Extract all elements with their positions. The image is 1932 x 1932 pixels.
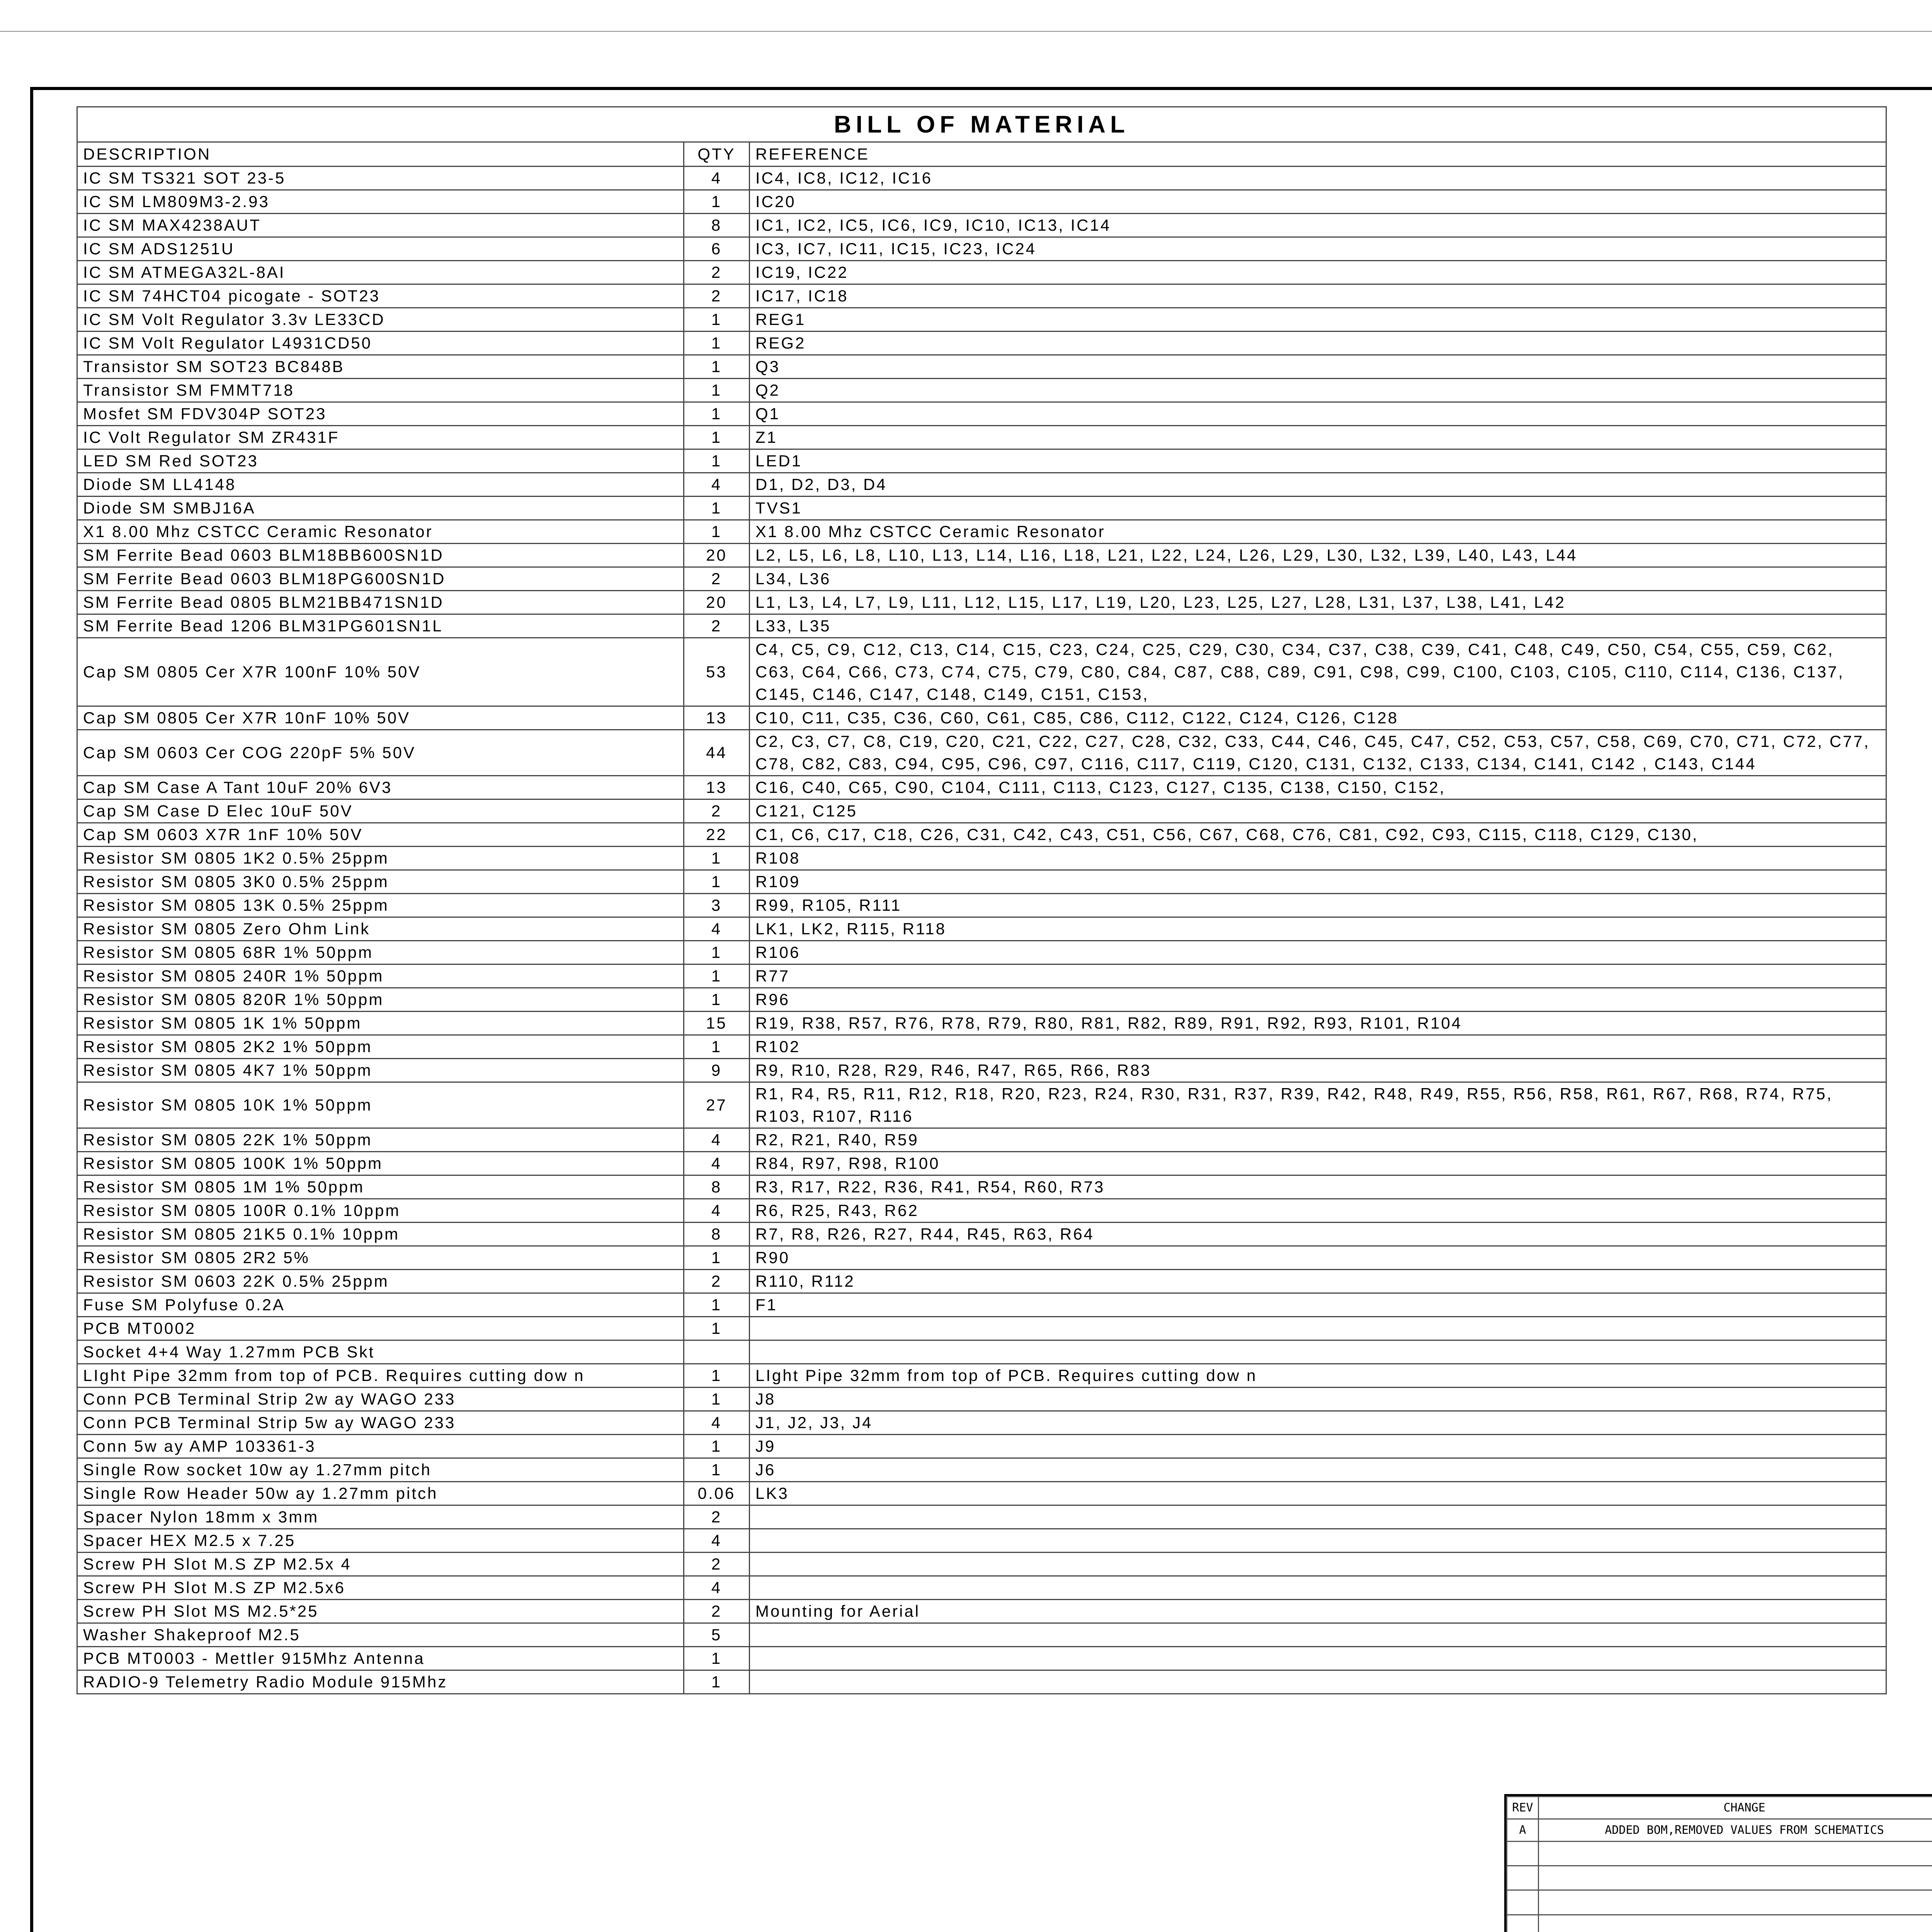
bom-row [77,1482,1886,1505]
description-cell: IC Volt Regulator SM ZR431F [77,426,684,449]
description-cell: X1 8.00 Mhz CSTCC Ceramic Resonator [77,520,684,544]
bom-row [77,941,1886,964]
qty-cell: 1 [684,988,750,1012]
reference-cell: J8 [750,1388,1886,1411]
qty-cell: 1 [684,847,750,870]
bom-row [77,1175,1886,1199]
reference-cell: D1, D2, D3, D4 [750,473,1886,497]
bom-row [77,1270,1886,1293]
reference-cell: LK1, LK2, R115, R118 [750,917,1886,941]
revision-cell-empty [1507,1915,1539,1932]
reference-cell: R108 [750,847,1886,870]
revision-cell-empty [1539,1842,1932,1866]
description-cell: SM Ferrite Bead 0603 BLM18BB600SN1D [77,544,684,567]
reference-cell: R2, R21, R40, R59 [750,1128,1886,1152]
reference-cell: X1 8.00 Mhz CSTCC Ceramic Resonator [750,520,1886,544]
reference-cell: IC4, IC8, IC12, IC16 [750,167,1886,190]
bom-row [77,1035,1886,1059]
reference-cell: TVS1 [750,497,1886,520]
bom-row [77,1223,1886,1246]
bom-row [77,1529,1886,1553]
bom-row [77,1246,1886,1270]
qty-cell: 1 [684,1647,750,1670]
revision-cell-empty [1507,1866,1539,1890]
revision-row-empty [1507,1866,1932,1890]
description-cell: LIght Pipe 32mm from top of PCB. Requires cutting dow n [77,1364,684,1388]
reference-cell: J1, J2, J3, J4 [750,1411,1886,1435]
description-cell: IC SM TS321 SOT 23-5 [77,167,684,190]
reference-cell [750,1317,1886,1340]
column-header-reference: REFERENCE [750,142,1886,167]
qty-cell: 6 [684,237,750,261]
bom-row [77,1600,1886,1623]
qty-cell: 2 [684,799,750,823]
reference-cell [750,1340,1886,1364]
bom-row [77,237,1886,261]
bom-row [77,706,1886,730]
description-cell: Conn PCB Terminal Strip 5w ay WAGO 233 [77,1411,684,1435]
bom-row [77,426,1886,449]
bom-row [77,449,1886,473]
description-cell: Screw PH Slot M.S ZP M2.5x6 [77,1576,684,1600]
revision-block [1504,1794,1932,1932]
reference-cell [750,1576,1886,1600]
qty-cell: 1 [684,1293,750,1317]
reference-cell [750,1529,1886,1553]
bom-row [77,614,1886,638]
description-cell: Cap SM 0805 Cer X7R 10nF 10% 50V [77,706,684,730]
bom-row [77,894,1886,917]
qty-cell: 1 [684,332,750,355]
bom-row [77,1128,1886,1152]
bom-row [77,1364,1886,1388]
bom-row [77,379,1886,402]
bom-row [77,1647,1886,1670]
description-cell: Resistor SM 0805 13K 0.5% 25ppm [77,894,684,917]
reference-cell: Z1 [750,426,1886,449]
description-cell: LED SM Red SOT23 [77,449,684,473]
reference-cell: L34, L36 [750,567,1886,591]
description-cell: Spacer Nylon 18mm x 3mm [77,1505,684,1529]
description-cell: Cap SM 0603 Cer COG 220pF 5% 50V [77,730,684,776]
qty-cell: 1 [684,1388,750,1411]
reference-cell: R96 [750,988,1886,1012]
bom-row [77,1411,1886,1435]
bom-row [77,776,1886,799]
reference-cell [750,1505,1886,1529]
bom-row [77,1152,1886,1175]
qty-cell: 1 [684,1035,750,1059]
reference-cell: R109 [750,870,1886,894]
qty-cell: 1 [684,870,750,894]
qty-cell: 53 [684,638,750,706]
description-cell: IC SM LM809M3-2.93 [77,190,684,214]
qty-cell: 3 [684,894,750,917]
reference-cell: F1 [750,1293,1886,1317]
bom-row [77,1059,1886,1082]
bom-row [77,167,1886,190]
bom-row [77,1199,1886,1223]
qty-cell: 2 [684,614,750,638]
qty-cell: 13 [684,706,750,730]
reference-cell: C4, C5, C9, C12, C13, C14, C15, C23, C24, C25, C29, C30, C34, C37, C38, C39, C41, C48, C49, C50, C54, C55, C59, C62, C63, C64, C66, C73, C74, C75, C79, C80, C84, C87, C88, C89, C91, C98, C99, C100, C103, C105, C110, C114, C136, C137, C145, C146, C147, C148, C149, C151, C153, [750,638,1886,706]
revision-cell-empty [1539,1915,1932,1932]
bom-row [77,544,1886,567]
reference-cell: C16, C40, C65, C90, C104, C111, C113, C123, C127, C135, C138, C150, C152, [750,776,1886,799]
bom-row [77,332,1886,355]
bom-row [77,1435,1886,1458]
revision-row [1507,1819,1932,1842]
qty-cell: 1 [684,426,750,449]
bom-row [77,1553,1886,1576]
qty-cell: 1 [684,402,750,426]
reference-cell: R110, R112 [750,1270,1886,1293]
page-top-rule [0,31,1932,32]
bom-row [77,1012,1886,1035]
description-cell: IC SM ADS1251U [77,237,684,261]
description-cell: IC SM MAX4238AUT [77,214,684,237]
description-cell: Resistor SM 0805 2K2 1% 50ppm [77,1035,684,1059]
qty-cell: 4 [684,1576,750,1600]
reference-cell: L1, L3, L4, L7, L9, L11, L12, L15, L17, L19, L20, L23, L25, L27, L28, L31, L37, L38, L41, L42 [750,591,1886,614]
description-cell: Cap SM 0805 Cer X7R 100nF 10% 50V [77,638,684,706]
qty-cell: 4 [684,1411,750,1435]
description-cell: RADIO-9 Telemetry Radio Module 915Mhz [77,1670,684,1694]
reference-cell: R9, R10, R28, R29, R46, R47, R65, R66, R83 [750,1059,1886,1082]
description-cell: Resistor SM 0805 2R2 5% [77,1246,684,1270]
description-cell: Resistor SM 0805 820R 1% 50ppm [77,988,684,1012]
qty-cell: 2 [684,284,750,308]
reference-cell: LIght Pipe 32mm from top of PCB. Requires cutting dow n [750,1364,1886,1388]
qty-cell: 1 [684,497,750,520]
qty-cell: 2 [684,261,750,284]
qty-cell: 2 [684,1505,750,1529]
description-cell: Resistor SM 0805 1K 1% 50ppm [77,1012,684,1035]
revision-cell-empty [1507,1842,1539,1866]
bom-row [77,1388,1886,1411]
qty-cell: 4 [684,473,750,497]
bom-row [77,870,1886,894]
reference-cell [750,1670,1886,1694]
description-cell: IC SM ATMEGA32L-8AI [77,261,684,284]
qty-cell: 1 [684,190,750,214]
bom-row [77,638,1886,706]
bom-row [77,730,1886,776]
qty-cell: 1 [684,1317,750,1340]
bom-row [77,284,1886,308]
bom-row [77,355,1886,379]
description-cell: Resistor SM 0805 4K7 1% 50ppm [77,1059,684,1082]
description-cell: Conn PCB Terminal Strip 2w ay WAGO 233 [77,1388,684,1411]
reference-cell: R99, R105, R111 [750,894,1886,917]
qty-cell: 1 [684,1670,750,1694]
bom-row [77,964,1886,988]
revision-cell-empty [1539,1890,1932,1915]
bom-row [77,473,1886,497]
qty-cell: 8 [684,214,750,237]
reference-cell [750,1647,1886,1670]
description-cell: Fuse SM Polyfuse 0.2A [77,1293,684,1317]
reference-cell: R84, R97, R98, R100 [750,1152,1886,1175]
description-cell: Socket 4+4 Way 1.27mm PCB Skt [77,1340,684,1364]
bom-row [77,261,1886,284]
reference-cell [750,1623,1886,1647]
qty-cell: 1 [684,941,750,964]
bill-of-material-table [77,106,1887,1694]
description-cell: Diode SM LL4148 [77,473,684,497]
bom-row [77,497,1886,520]
reference-cell: IC17, IC18 [750,284,1886,308]
qty-cell: 1 [684,1364,750,1388]
qty-cell: 22 [684,823,750,847]
description-cell: Resistor SM 0805 22K 1% 50ppm [77,1128,684,1152]
reference-cell: R7, R8, R26, R27, R44, R45, R63, R64 [750,1223,1886,1246]
bom-row [77,1340,1886,1364]
description-cell: Conn 5w ay AMP 103361-3 [77,1435,684,1458]
description-cell: Resistor SM 0805 1M 1% 50ppm [77,1175,684,1199]
qty-cell: 9 [684,1059,750,1082]
qty-cell: 44 [684,730,750,776]
revision-letter: A [1507,1819,1539,1842]
reference-cell [750,1553,1886,1576]
qty-cell: 1 [684,520,750,544]
reference-cell: R106 [750,941,1886,964]
bom-row [77,190,1886,214]
description-cell: PCB MT0003 - Mettler 915Mhz Antenna [77,1647,684,1670]
reference-cell: Q1 [750,402,1886,426]
reference-cell: IC19, IC22 [750,261,1886,284]
description-cell: IC SM 74HCT04 picogate - SOT23 [77,284,684,308]
bom-row [77,1670,1886,1694]
description-cell: Resistor SM 0805 10K 1% 50ppm [77,1082,684,1128]
qty-cell: 1 [684,308,750,332]
bom-row [77,1623,1886,1647]
description-cell: Resistor SM 0805 68R 1% 50ppm [77,941,684,964]
reference-cell: R3, R17, R22, R36, R41, R54, R60, R73 [750,1175,1886,1199]
reference-cell: REG1 [750,308,1886,332]
description-cell: Resistor SM 0603 22K 0.5% 25ppm [77,1270,684,1293]
description-cell: IC SM Volt Regulator 3.3v LE33CD [77,308,684,332]
reference-cell: J9 [750,1435,1886,1458]
reference-cell: C121, C125 [750,799,1886,823]
reference-cell: C1, C6, C17, C18, C26, C31, C42, C43, C51, C56, C67, C68, C76, C81, C92, C93, C115, C118, C129, C130, [750,823,1886,847]
description-cell: Screw PH Slot M.S ZP M2.5x 4 [77,1553,684,1576]
bom-row [77,917,1886,941]
qty-cell: 4 [684,917,750,941]
description-cell: Resistor SM 0805 3K0 0.5% 25ppm [77,870,684,894]
qty-cell: 13 [684,776,750,799]
reference-cell: Q2 [750,379,1886,402]
bom-row [77,847,1886,870]
change-header: CHANGE [1539,1797,1932,1819]
bom-row [77,1082,1886,1128]
qty-cell: 4 [684,1128,750,1152]
description-cell: SM Ferrite Bead 1206 BLM31PG601SN1L [77,614,684,638]
bom-row [77,591,1886,614]
column-header-description: DESCRIPTION [77,142,684,167]
reference-cell: C2, C3, C7, C8, C19, C20, C21, C22, C27, C28, C32, C33, C44, C46, C45, C47, C52, C53, C57, C58, C69, C70, C71, C72, C77, C78, C82, C83, C94, C95, C96, C97, C116, C117, C119, C120, C131, C132, C133, C134, C141, C142 , C143, C144 [750,730,1886,776]
bom-row [77,823,1886,847]
description-cell: Cap SM 0603 X7R 1nF 10% 50V [77,823,684,847]
qty-cell: 8 [684,1175,750,1199]
description-cell: Transistor SM FMMT718 [77,379,684,402]
reference-cell: L2, L5, L6, L8, L10, L13, L14, L16, L18, L21, L22, L24, L26, L29, L30, L32, L39, L40, L43, L44 [750,544,1886,567]
revision-row-empty [1507,1890,1932,1915]
bom-row [77,799,1886,823]
bom-row [77,1458,1886,1482]
revision-change: ADDED BOM,REMOVED VALUES FROM SCHEMATICS [1539,1819,1932,1842]
description-cell: Resistor SM 0805 100K 1% 50ppm [77,1152,684,1175]
reference-cell: IC3, IC7, IC11, IC15, IC23, IC24 [750,237,1886,261]
qty-cell: 1 [684,1435,750,1458]
qty-cell: 2 [684,1553,750,1576]
qty-cell: 1 [684,964,750,988]
revision-cell-empty [1539,1866,1932,1890]
reference-cell: R77 [750,964,1886,988]
description-cell: PCB MT0002 [77,1317,684,1340]
qty-cell: 8 [684,1223,750,1246]
bom-row [77,1505,1886,1529]
description-cell: Resistor SM 0805 240R 1% 50ppm [77,964,684,988]
reference-cell: R102 [750,1035,1886,1059]
qty-cell: 1 [684,355,750,379]
reference-cell: R19, R38, R57, R76, R78, R79, R80, R81, R82, R89, R91, R92, R93, R101, R104 [750,1012,1886,1035]
bom-row [77,308,1886,332]
bom-row [77,214,1886,237]
description-cell: SM Ferrite Bead 0603 BLM18PG600SN1D [77,567,684,591]
description-cell: Single Row Header 50w ay 1.27mm pitch [77,1482,684,1505]
reference-cell: LED1 [750,449,1886,473]
qty-cell: 1 [684,1458,750,1482]
bom-row [77,1293,1886,1317]
qty-cell [684,1340,750,1364]
description-cell: Resistor SM 0805 21K5 0.1% 10ppm [77,1223,684,1246]
bom-row [77,402,1886,426]
bom-rows [77,167,1886,1694]
qty-cell: 4 [684,1199,750,1223]
bom-row [77,988,1886,1012]
qty-cell: 4 [684,1529,750,1553]
reference-cell: R6, R25, R43, R62 [750,1199,1886,1223]
description-cell: SM Ferrite Bead 0805 BLM21BB471SN1D [77,591,684,614]
qty-cell: 27 [684,1082,750,1128]
description-cell: Diode SM SMBJ16A [77,497,684,520]
qty-cell: 1 [684,379,750,402]
qty-cell: 5 [684,1623,750,1647]
bom-title: BILL OF MATERIAL [77,107,1886,142]
reference-cell: IC20 [750,190,1886,214]
bom-row [77,1576,1886,1600]
description-cell: Resistor SM 0805 Zero Ohm Link [77,917,684,941]
description-cell: Washer Shakeproof M2.5 [77,1623,684,1647]
qty-cell: 0.06 [684,1482,750,1505]
reference-cell: LK3 [750,1482,1886,1505]
reference-cell: R90 [750,1246,1886,1270]
reference-cell: J6 [750,1458,1886,1482]
reference-cell: Mounting for Aerial [750,1600,1886,1623]
reference-cell: C10, C11, C35, C36, C60, C61, C85, C86, C112, C122, C124, C126, C128 [750,706,1886,730]
description-cell: Resistor SM 0805 100R 0.1% 10ppm [77,1199,684,1223]
qty-cell: 2 [684,1600,750,1623]
rev-header: REV [1507,1797,1539,1819]
qty-cell: 20 [684,544,750,567]
description-cell: Resistor SM 0805 1K2 0.5% 25ppm [77,847,684,870]
bom-row [77,1317,1886,1340]
reference-cell: IC1, IC2, IC5, IC6, IC9, IC10, IC13, IC14 [750,214,1886,237]
revision-row-empty [1507,1842,1932,1866]
description-cell: Cap SM Case D Elec 10uF 50V [77,799,684,823]
bom-row [77,567,1886,591]
qty-cell: 15 [684,1012,750,1035]
qty-cell: 4 [684,1152,750,1175]
reference-cell: Q3 [750,355,1886,379]
bom-row [77,520,1886,544]
qty-cell: 4 [684,167,750,190]
revision-cell-empty [1507,1890,1539,1915]
reference-cell: L33, L35 [750,614,1886,638]
description-cell: IC SM Volt Regulator L4931CD50 [77,332,684,355]
qty-cell: 1 [684,1246,750,1270]
description-cell: Mosfet SM FDV304P SOT23 [77,402,684,426]
description-cell: Cap SM Case A Tant 10uF 20% 6V3 [77,776,684,799]
qty-cell: 2 [684,1270,750,1293]
reference-cell: R1, R4, R5, R11, R12, R18, R20, R23, R24, R30, R31, R37, R39, R42, R48, R49, R55, R56, R58, R61, R67, R68, R74, R75, R103, R107, R116 [750,1082,1886,1128]
qty-cell: 2 [684,567,750,591]
description-cell: Screw PH Slot MS M2.5*25 [77,1600,684,1623]
description-cell: Single Row socket 10w ay 1.27mm pitch [77,1458,684,1482]
qty-cell: 20 [684,591,750,614]
column-header-qty: QTY [684,142,750,167]
revision-row-empty [1507,1915,1932,1932]
reference-cell: REG2 [750,332,1886,355]
description-cell: Transistor SM SOT23 BC848B [77,355,684,379]
qty-cell: 1 [684,449,750,473]
description-cell: Spacer HEX M2.5 x 7.25 [77,1529,684,1553]
